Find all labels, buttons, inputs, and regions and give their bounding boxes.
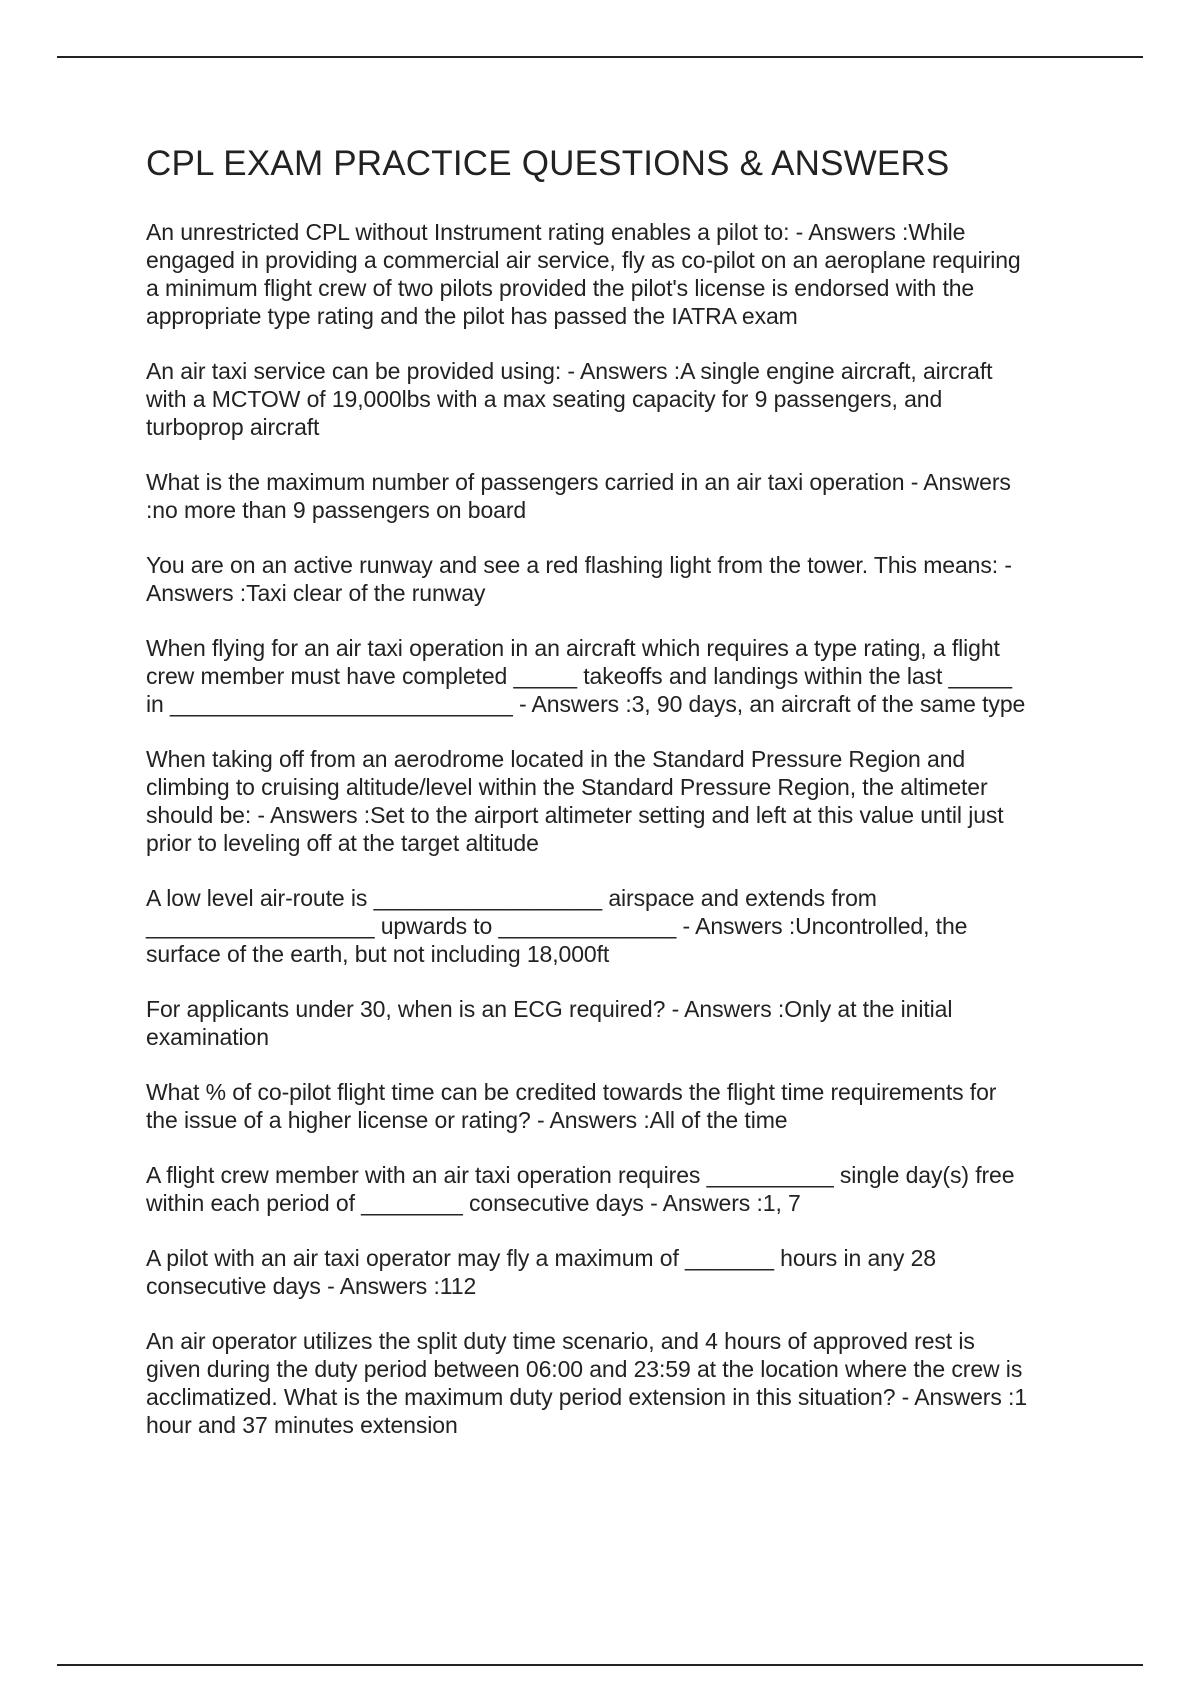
qa-item: An air taxi service can be provided using: - Answers :A single engine aircraft, aircraft with a MCTOW of 19,000lbs with a max seating capacity for 9 passengers, and turboprop aircraft <box>146 358 993 440</box>
qa-item: What % of co-pilot flight time can be credited towards the flight time requirements for the issue of a higher license or rating? - Answers :All of the time <box>146 1079 997 1133</box>
qa-list <box>146 218 1086 1439</box>
qa-item: An unrestricted CPL without Instrument rating enables a pilot to: - Answers :While engaged in providing a commercial air service, fly as co-pilot on an aeroplane requiring a minimum flight crew of two pilots provided the pilot's license is endorsed with the appropriate type rating and the pilot has passed the IATRA exam <box>146 219 1021 329</box>
footer-rule <box>57 1664 1143 1666</box>
header-rule <box>57 56 1143 58</box>
document-title: CPL EXAM PRACTICE QUESTIONS & ANSWERS <box>146 144 950 183</box>
document-body <box>146 140 1086 1466</box>
qa-item: An air operator utilizes the split duty time scenario, and 4 hours of approved rest is given during the duty period between 06:00 and 23:59 at the location where the crew is acclimatized. What is the maximum duty period extension in this situation? - Answers :1 hour and 37 minutes extension <box>146 1328 1028 1438</box>
qa-item: When flying for an air taxi operation in an aircraft which requires a type rating, a flight crew member must have completed _____ takeoffs and landings within the last _____ in ___________________________ - Answers :3, 90 days, an aircraft of the same type <box>146 635 1026 717</box>
qa-item: A pilot with an air taxi operator may fly a maximum of _______ hours in any 28 consecutive days - Answers :112 <box>146 1245 936 1299</box>
qa-item: For applicants under 30, when is an ECG required? - Answers :Only at the initial examination <box>146 996 953 1050</box>
qa-item: A flight crew member with an air taxi operation requires __________ single day(s) free within each period of ________ consecutive days - Answers :1, 7 <box>146 1162 1015 1216</box>
qa-item: A low level air-route is __________________ airspace and extends from __________________ upwards to ______________ - Answers :Uncontrolled, the surface of the earth, but not including 18,000ft <box>146 885 968 967</box>
qa-item: When taking off from an aerodrome located in the Standard Pressure Region and climbing to cruising altitude/level within the Standard Pressure Region, the altimeter should be: - Answers :Set to the airport altimeter setting and left at this value until just prior to leveling off at the target altitude <box>146 746 1004 856</box>
qa-item: What is the maximum number of passengers carried in an air taxi operation - Answers :no more than 9 passengers on board <box>146 469 1011 523</box>
qa-item: You are on an active runway and see a red flashing light from the tower. This means: - Answers :Taxi clear of the runway <box>146 552 1012 606</box>
